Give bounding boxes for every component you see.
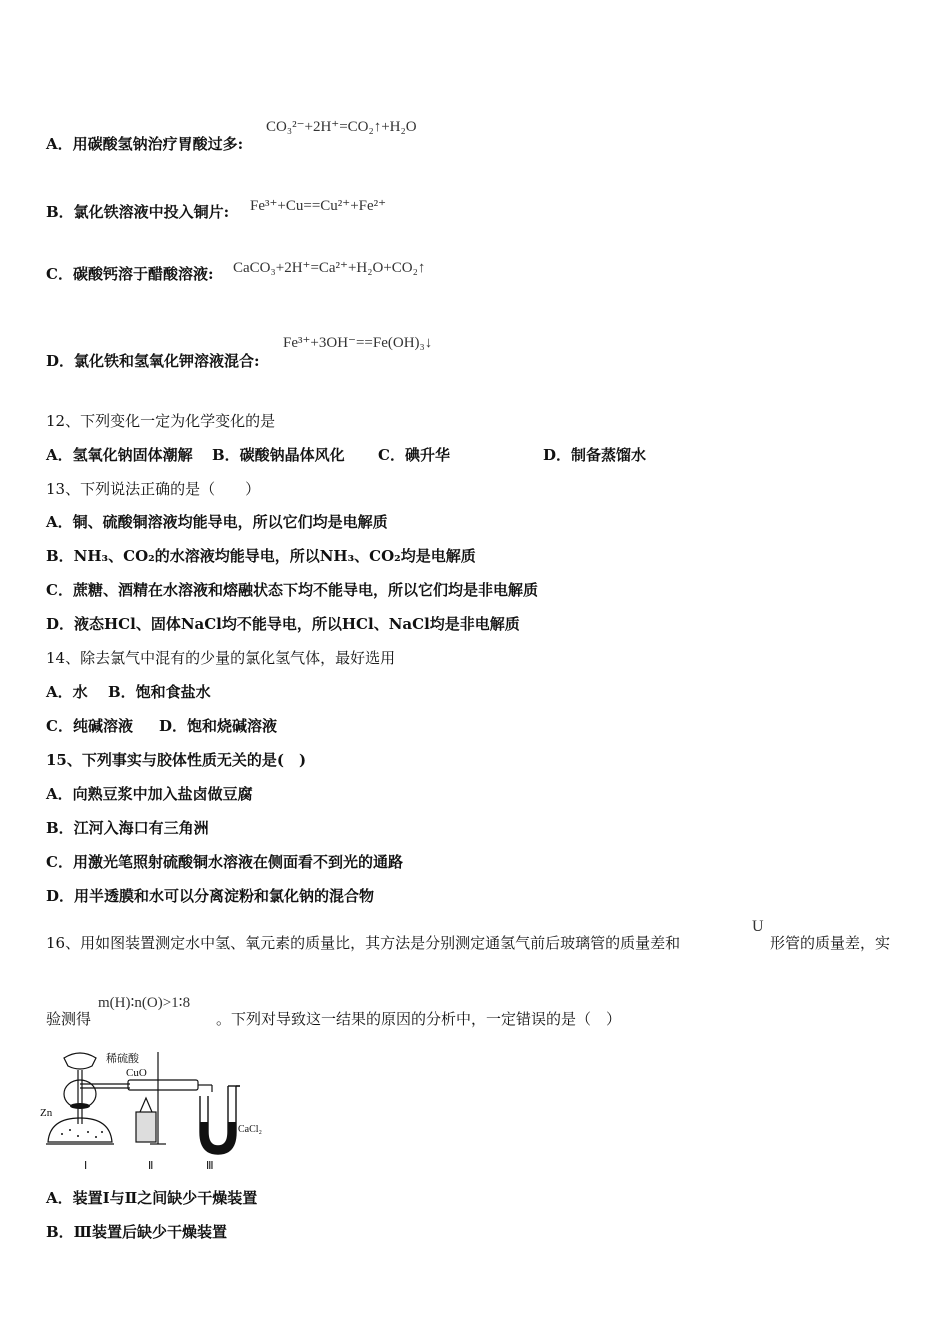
label-cuo: CuO xyxy=(126,1067,147,1079)
q11-option-d-equation: Fe³⁺+3OH⁻==Fe(OH)₃↓ xyxy=(283,335,433,351)
q16-option-b: B．Ⅲ装置后缺少干燥装置 xyxy=(46,1223,227,1241)
q14-option-d: D．饱和烧碱溶液 xyxy=(159,717,278,735)
q16-stem-part4: 。下列对导致这一结果的原因的分析中，一定错误的是（ ） xyxy=(216,1010,622,1028)
q16-u-symbol: U xyxy=(752,918,764,935)
q14-option-c: C．纯碱溶液 xyxy=(46,717,133,735)
label-cacl2: CaCl₂ xyxy=(238,1124,263,1135)
apparatus-diagram xyxy=(40,1046,270,1176)
q16-stem-part2: 形管的质量差，实 xyxy=(770,934,891,952)
q13-option-d: D．液态HCl、固体NaCl均不能导电，所以HCl、NaCl均是非电解质 xyxy=(46,615,520,633)
q13-option-c: C．蔗糖、酒精在水溶液和熔融状态下均不能导电，所以它们均是非电解质 xyxy=(46,581,538,599)
q15-option-a: A．向熟豆浆中加入盐卤做豆腐 xyxy=(46,785,253,803)
q12-option-c: C．碘升华 xyxy=(378,446,450,464)
q15-option-c: C．用激光笔照射硫酸铜水溶液在侧面看不到光的通路 xyxy=(46,853,403,871)
label-device-iii: Ⅲ xyxy=(206,1160,214,1172)
q14-option-a: A．水 xyxy=(46,683,88,701)
q11-option-b-equation: Fe³⁺+Cu==Cu²⁺+Fe²⁺ xyxy=(250,198,387,214)
q11-option-d: D．氯化铁和氢氧化钾溶液混合: xyxy=(46,352,260,370)
q13-option-b: B．NH₃、CO₂的水溶液均能导电，所以NH₃、CO₂均是电解质 xyxy=(46,547,476,565)
label-device-i: Ⅰ xyxy=(84,1160,88,1172)
q11-option-a-equation: CO₃²⁻+2H⁺=CO₂↑+H₂O xyxy=(266,119,417,135)
q11-option-c-equation: CaCO₃+2H⁺=Ca²⁺+H₂O+CO₂↑ xyxy=(233,260,426,276)
q15-stem: 15、下列事实与胶体性质无关的是( ) xyxy=(46,751,307,769)
q12-option-b: B．碳酸钠晶体风化 xyxy=(212,446,345,464)
q16-mass-ratio: m(H)∶n(O)>1∶8 xyxy=(98,995,191,1011)
q16-stem-part1: 16、用如图装置测定水中氢、氧元素的质量比，其方法是分别测定通氢气前后玻璃管的质量差和 xyxy=(46,934,681,952)
label-dilute-sulfuric-acid: 稀硫酸 xyxy=(106,1053,139,1065)
q12-stem: 12、下列变化一定为化学变化的是 xyxy=(46,412,276,430)
q12-option-a: A．氢氧化钠固体潮解 xyxy=(46,446,193,464)
label-zn: Zn xyxy=(40,1107,53,1119)
q15-option-b: B．江河入海口有三角洲 xyxy=(46,819,209,837)
q15-option-d: D．用半透膜和水可以分离淀粉和氯化钠的混合物 xyxy=(46,887,375,905)
q11-option-a: A．用碳酸氢钠治疗胃酸过多: xyxy=(46,135,244,153)
q11-option-c: C．碳酸钙溶于醋酸溶液: xyxy=(46,265,214,283)
q13-stem: 13、下列说法正确的是（ ） xyxy=(46,480,261,498)
label-device-ii: Ⅱ xyxy=(148,1160,154,1172)
q12-option-d: D．制备蒸馏水 xyxy=(543,446,647,464)
cacl2-filling xyxy=(200,1122,236,1154)
q16-stem-part3: 验测得 xyxy=(46,1010,92,1028)
device-i-generator xyxy=(46,1053,130,1144)
q14-stem: 14、除去氯气中混有的少量的氯化氢气体，最好选用 xyxy=(46,649,396,667)
q16-option-a: A．装置Ⅰ与Ⅱ之间缺少干燥装置 xyxy=(46,1189,258,1207)
q11-option-b: B．氯化铁溶液中投入铜片: xyxy=(46,203,230,221)
q13-option-a: A．铜、硫酸铜溶液均能导电，所以它们均是电解质 xyxy=(46,513,388,531)
q14-option-b: B．饱和食盐水 xyxy=(108,683,211,701)
